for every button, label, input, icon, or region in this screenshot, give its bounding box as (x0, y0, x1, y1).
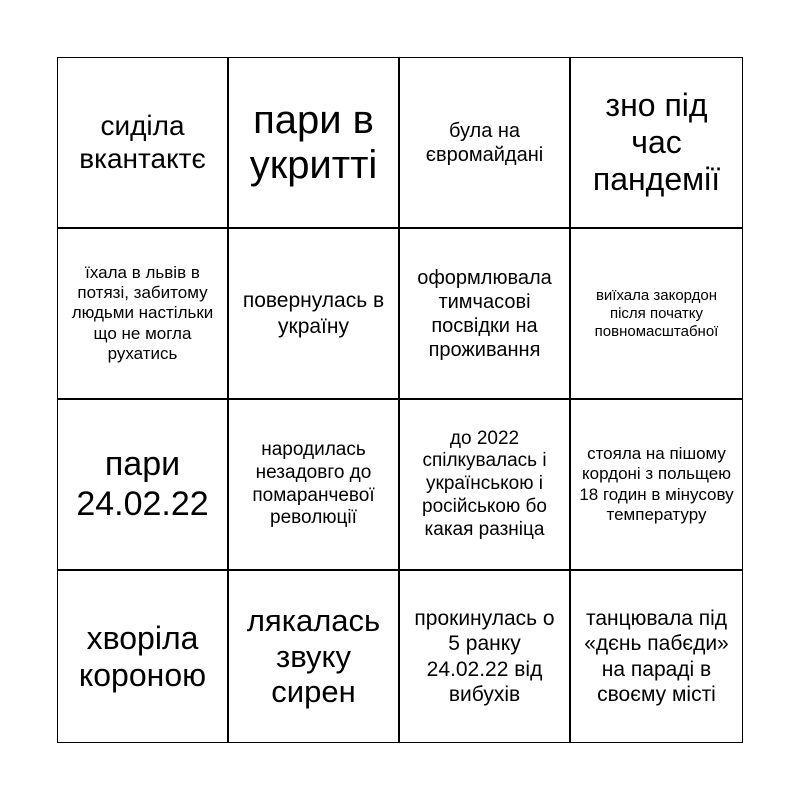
bingo-cell-5[interactable] (58, 229, 229, 400)
bingo-cell-text: була на євромайдані (425, 119, 544, 166)
bingo-cell-14[interactable] (229, 571, 400, 742)
bingo-cell-text: лякалась звуку сирен (246, 603, 381, 710)
bingo-cell-text: сиділа вкантактє (79, 110, 206, 174)
bingo-cell-text: прокинулась о 5 ранку 24.02.22 від вибухів (414, 607, 555, 706)
bingo-cell-12[interactable] (571, 400, 742, 571)
bingo-cell-text: оформлювала тимчасові посвідки на проживання (417, 266, 552, 361)
bingo-cell-6[interactable] (229, 229, 400, 400)
bingo-cell-8[interactable] (571, 229, 742, 400)
bingo-cell-text: повернулась в україну (242, 289, 385, 338)
bingo-cell-11[interactable] (400, 400, 571, 571)
bingo-cell-2[interactable] (229, 58, 400, 229)
bingo-cell-text: їхала в львів в потязі, забитому людьми настільки що не могла рухатись (71, 262, 214, 364)
bingo-cell-text: хворіла короною (78, 619, 207, 693)
bingo-cell-text: до 2022 спілкувалась і українською і російською бо какая разніца (422, 427, 547, 540)
bingo-cell-13[interactable] (58, 571, 229, 742)
bingo-cell-text: танцювала під «дєнь пабєди» на параді в своєму місті (584, 607, 729, 706)
bingo-cell-10[interactable] (229, 400, 400, 571)
bingo-cell-4[interactable] (571, 58, 742, 229)
bingo-cell-15[interactable] (400, 571, 571, 742)
bingo-cell-text: зно під час пандемії (592, 87, 721, 197)
bingo-cell-text: пари 24.02.22 (76, 445, 209, 523)
bingo-cell-text: народилась незадовго до помаранчевої революції (252, 438, 375, 529)
bingo-cell-9[interactable] (58, 400, 229, 571)
bingo-cell-7[interactable] (400, 229, 571, 400)
bingo-board (57, 57, 743, 743)
bingo-cell-16[interactable] (571, 571, 742, 742)
bingo-cell-text: стояла на пішому кордоні з польщею 18 годин в мінусову температуру (579, 443, 734, 524)
bingo-cell-1[interactable] (58, 58, 229, 229)
bingo-cell-text: пари в укритті (249, 97, 378, 187)
bingo-cell-3[interactable] (400, 58, 571, 229)
bingo-cell-text: виїхала закордон після початку повномасштабної (594, 286, 719, 340)
